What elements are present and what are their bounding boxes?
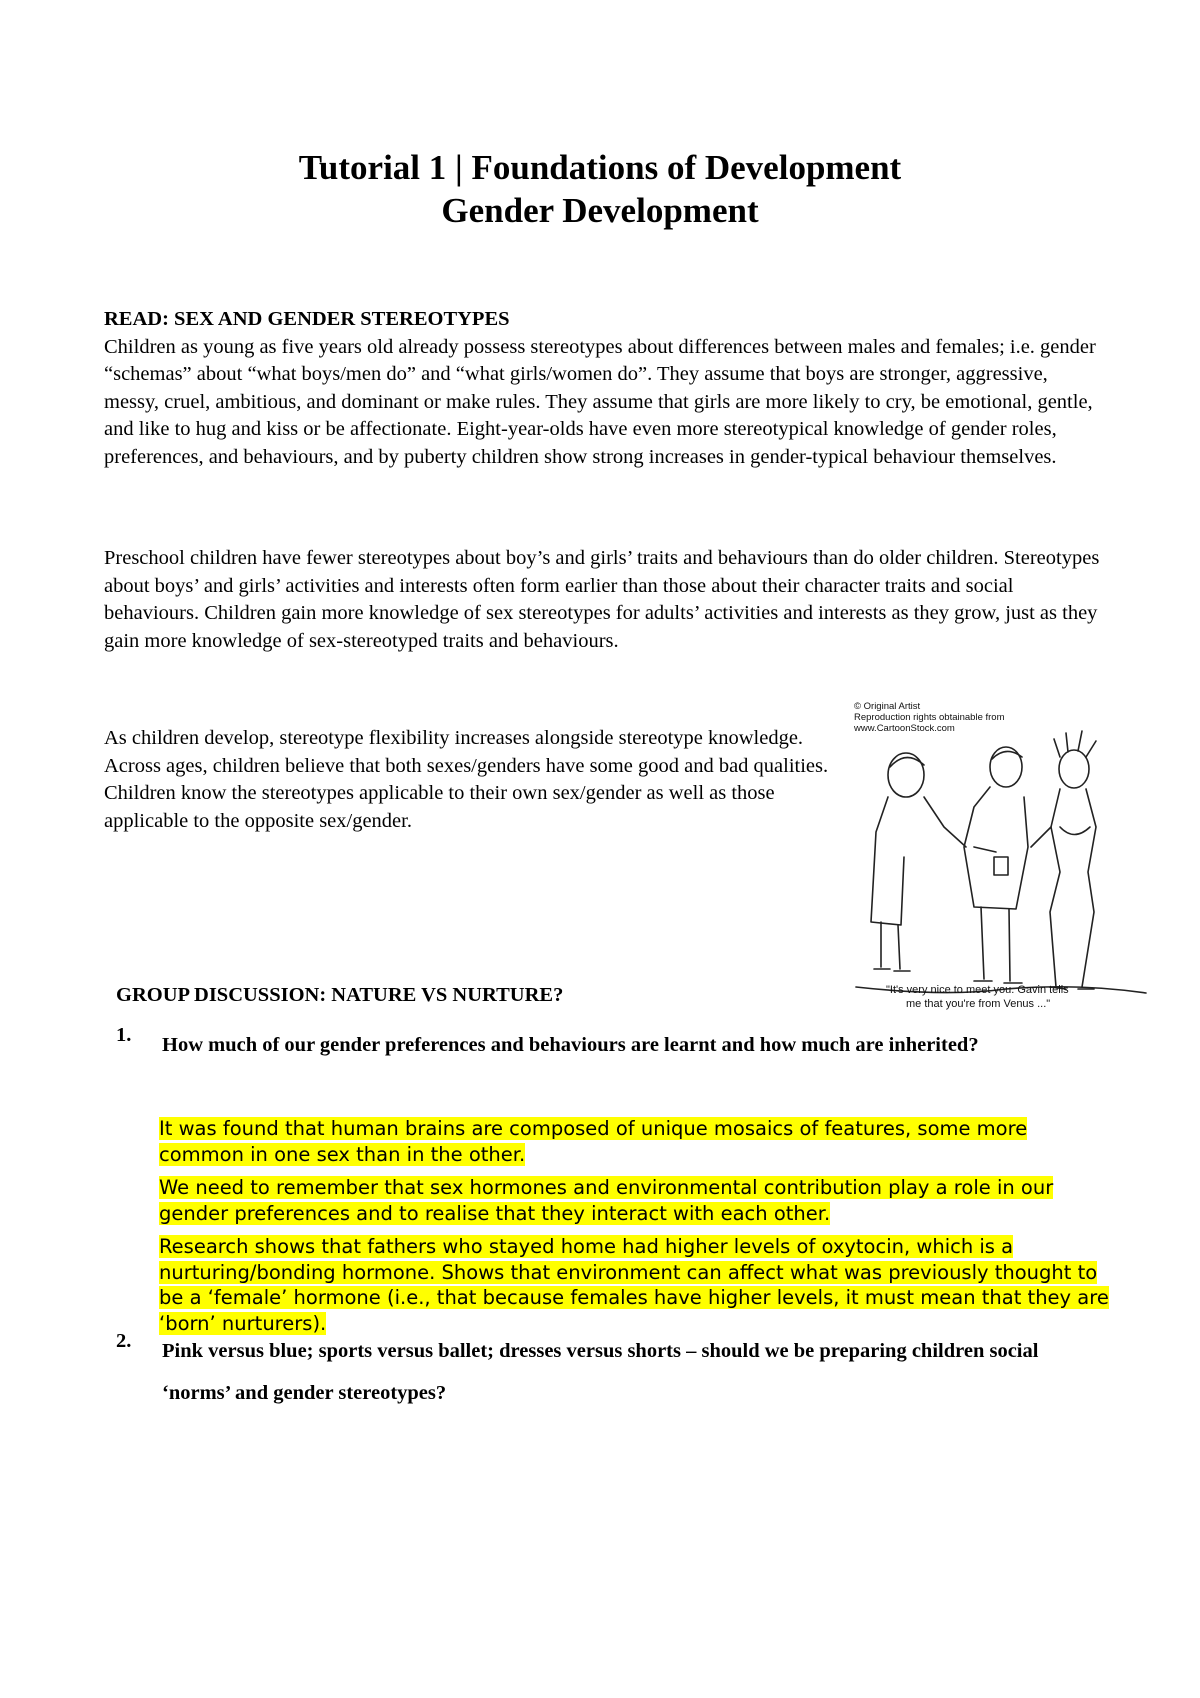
paragraph-2: Preschool children have fewer stereotypes about boy’s and girls’ traits and behaviours than do older children. Stereotypes about boys’ and girls’ activities and interests often form earlier than those about their character traits and social behaviours. Children gain more knowledge of sex stereotypes for adults’ activities and interests as they grow, just as they gain more knowledge of sex-stereotyped traits and behaviours. xyxy=(104,547,1100,652)
cartoon-caption-2: me that you're from Venus ..." xyxy=(906,998,1051,1010)
paragraph-1: Children as young as five years old already possess stereotypes about differences between males and females; i.e. gender “schemas” about “what boys/men do” and “what girls/women do”. They assume that boys are stronger, aggressive, messy, cruel, ambitious, and dominant or make rules. They assume that girls are more likely to cry, be emotional, gentle, and like to hug and kiss or be affectionate. Eight-year-olds have even more stereotypical knowledge of gender roles, preferences, and behaviours, and by puberty children show strong increases in gender-typical behaviour themselves. xyxy=(104,335,1096,468)
question-1-text: How much of our gender preferences and behaviours are learnt and how much are inherited? xyxy=(162,1034,979,1056)
read-section xyxy=(104,306,1104,472)
cartoon-image xyxy=(846,697,1164,1017)
answer-2 xyxy=(159,1175,1109,1226)
question-2-text: Pink versus blue; sports versus ballet; dresses versus shorts – should we be preparing children social ‘norms’ and gender stereotypes? xyxy=(162,1340,1039,1404)
answer-3-text: Research shows that fathers who stayed home had higher levels of oxytocin, which is a nurturing/bonding hormone. Shows that environment can affect what was previously thought to be a ‘female’ hormone (i.e., that because females have higher levels, it must mean that they are ‘born’ nurturers). xyxy=(159,1235,1109,1335)
question-2-number: 2. xyxy=(116,1330,132,1352)
answer-2-text: We need to remember that sex hormones and environmental contribution play a role in our gender preferences and to realise that they interact with each other. xyxy=(159,1176,1054,1225)
paragraph-3: As children develop, stereotype flexibility increases alongside stereotype knowledge. Across ages, children believe that both sexes/genders have some good and bad qualities. Children know the stereotypes applicable to their own sex/gender as well as those applicable to the opposite sex/gender. xyxy=(104,727,829,832)
cartoon-credit-3: www.CartoonStock.com xyxy=(854,723,955,734)
read-heading: READ: SEX AND GENDER STEREOTYPES xyxy=(104,308,510,330)
answer-1 xyxy=(159,1116,1109,1167)
cartoon-caption-1: "It's very nice to meet you. Gavin tells xyxy=(886,984,1069,996)
answer-1-text: It was found that human brains are composed of unique mosaics of features, some more common in one sex than in the other. xyxy=(159,1117,1028,1166)
page-subtitle: Gender Development xyxy=(441,191,759,230)
cartoon-credit-2: Reproduction rights obtainable from xyxy=(854,712,1005,723)
question-1-number: 1. xyxy=(116,1024,132,1046)
answer-3 xyxy=(159,1234,1109,1336)
page-title: Tutorial 1 | Foundations of Development xyxy=(298,148,902,187)
discussion-heading: GROUP DISCUSSION: NATURE VS NURTURE? xyxy=(116,984,564,1006)
cartoon-credit-1: © Original Artist xyxy=(854,701,921,712)
cartoon-drawing xyxy=(856,731,1146,993)
